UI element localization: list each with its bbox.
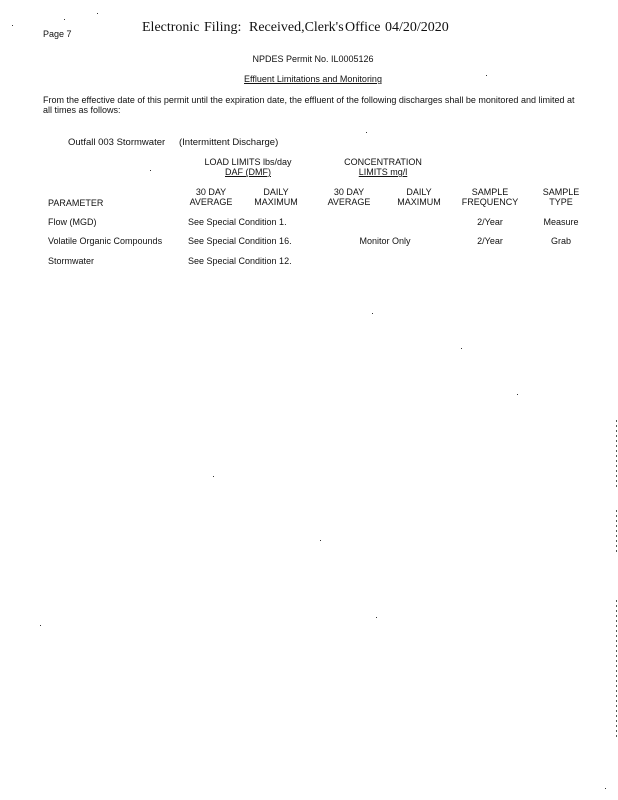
row-sample-type: Grab — [550, 236, 571, 246]
load-limits-units: DAF (DMF) — [225, 167, 271, 177]
scan-speck — [40, 625, 41, 626]
scan-speck — [372, 313, 373, 314]
row-frequency: 2/Year — [477, 236, 503, 246]
page-number: Page 7 — [43, 29, 72, 39]
scan-speck — [366, 132, 367, 133]
scan-speck — [486, 75, 487, 76]
scan-speck — [320, 540, 321, 541]
scan-speck — [97, 13, 98, 14]
col-load-30day-2: AVERAGE — [189, 197, 233, 207]
scan-edge-mark — [616, 420, 617, 490]
row-parameter: Stormwater — [48, 256, 95, 266]
scan-edge-mark — [616, 600, 617, 740]
load-limits-heading: LOAD LIMITS lbs/day — [204, 157, 292, 167]
col-conc-daily-1: DAILY — [406, 187, 432, 197]
col-load-30day-1: 30 DAY — [195, 187, 227, 197]
header-received: Received,Clerk's — [249, 20, 344, 35]
row-load-limit: See Special Condition 1. — [188, 217, 287, 227]
scan-speck — [517, 394, 518, 395]
intro-line-2: all times as follows: — [43, 105, 121, 115]
scan-speck — [12, 25, 13, 26]
row-parameter: Flow (MGD) — [48, 217, 97, 227]
col-conc-daily-2: MAXIMUM — [397, 197, 441, 207]
row-load-limit: See Special Condition 16. — [188, 236, 292, 246]
col-frequency-1: SAMPLE — [471, 187, 509, 197]
col-load-daily-2: MAXIMUM — [254, 197, 298, 207]
header-office: Office — [345, 20, 381, 35]
permit-number: NPDES Permit No. IL0005126 — [252, 54, 374, 64]
header-date: 04/20/2020 — [385, 20, 449, 35]
col-type-2: TYPE — [549, 197, 573, 207]
row-parameter: Volatile Organic Compounds — [48, 236, 163, 246]
header-electronic: Electronic — [142, 20, 200, 35]
scan-speck — [64, 19, 65, 20]
col-conc-30day-2: AVERAGE — [327, 197, 371, 207]
row-load-limit: See Special Condition 12. — [188, 256, 292, 266]
col-type-1: SAMPLE — [542, 187, 580, 197]
col-conc-30day-1: 30 DAY — [333, 187, 365, 197]
row-concentration: Monitor Only — [359, 236, 411, 246]
scan-edge-mark — [616, 510, 617, 555]
outfall-name: Outfall 003 Stormwater — [68, 137, 166, 148]
outfall-type: (Intermittent Discharge) — [179, 137, 279, 148]
concentration-units: LIMITS mg/l — [358, 167, 408, 177]
scan-speck — [150, 170, 151, 171]
scan-speck — [461, 348, 462, 349]
header-filing: Filing: — [204, 20, 242, 35]
scan-speck — [376, 617, 377, 618]
section-title: Effluent Limitations and Monitoring — [244, 74, 382, 84]
concentration-heading: CONCENTRATION — [344, 157, 422, 167]
col-frequency-2: FREQUENCY — [461, 197, 519, 207]
col-parameter: PARAMETER — [48, 198, 104, 208]
scan-speck — [605, 788, 606, 789]
row-frequency: 2/Year — [477, 217, 503, 227]
scan-speck — [213, 476, 214, 477]
row-sample-type: Measure — [543, 217, 579, 227]
intro-line-1: From the effective date of this permit until the expiration date, the effluent of the following discharges shall be monitored and limited at — [43, 95, 575, 105]
col-load-daily-1: DAILY — [263, 187, 289, 197]
